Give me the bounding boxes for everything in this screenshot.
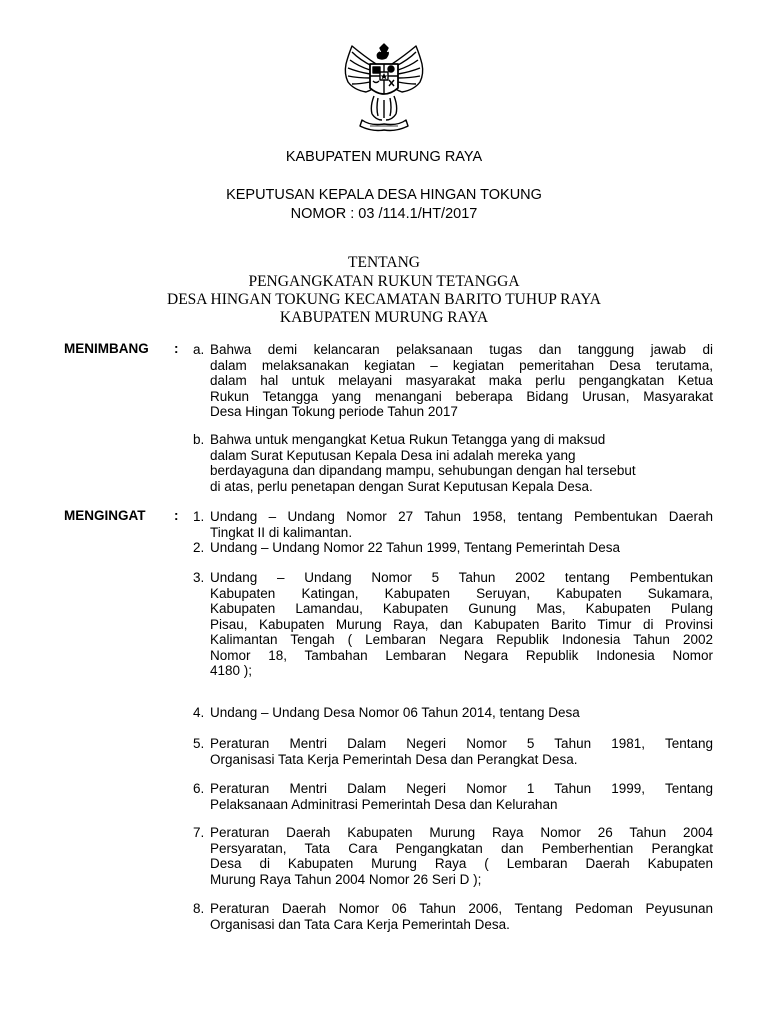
text-line: Peraturan Mentri Dalam Negeri Nomor 1 Tahun 1999, Tentang [210, 781, 713, 796]
text-line: Undang – Undang Nomor 5 Tahun 2002 tentang Pembentukan [210, 570, 713, 585]
text-line: Rukun Tetangga yang menangani beberapa Bidang Urusan, Masyarakat [210, 388, 713, 404]
text-line: Kabupaten Lamandau, Kabupaten Gunung Mas, Kabupaten Pulang [210, 601, 713, 616]
item-number: 1. [193, 509, 205, 524]
item-text [210, 825, 713, 887]
subject-line-2: DESA HINGAN TOKUNG KECAMATAN BARITO TUHUP RAYA [167, 291, 601, 308]
subject-line-1: PENGANGKATAN RUKUN TETANGGA [248, 273, 520, 290]
item-number: 4. [193, 705, 205, 720]
text-line: Desa di Kabupaten Murung Raya ( Lembaran Daerah Kabupaten [210, 856, 713, 871]
text-line: berdayaguna dan dipandang mampu, sehubungan dengan hal tersebut [210, 463, 636, 478]
text-line: dalam Surat Keputusan Kepala Desa ini adalah mereka yang [210, 447, 576, 463]
text-line: di atas, perlu penetapan dengan Surat Keputusan Kepala Desa. [210, 478, 593, 494]
menimbang-colon: : [174, 341, 179, 356]
mengingat-label: MENGINGAT [64, 508, 146, 523]
menimbang-label: MENIMBANG [64, 341, 149, 356]
text-line: Undang – Undang Desa Nomor 06 Tahun 2014, tentang Desa [210, 705, 580, 720]
text-line: Kabupaten Katingan, Kabupaten Seruyan, Kabupaten Sukamara, [210, 585, 713, 601]
regency-title: KABUPATEN MURUNG RAYA [285, 149, 483, 165]
text-line: Persyaratan, Tata Cara Pengangkatan dan Pemberhentian Perangkat [210, 840, 713, 856]
text-line: Bahwa untuk mengangkat Ketua Rukun Tetangga yang di maksud [210, 432, 606, 447]
decree-title: KEPUTUSAN KEPALA DESA HINGAN TOKUNG [226, 187, 542, 203]
text-line: Nomor 18, Tambahan Lembaran Negara Republik Indonesia Nomor [210, 647, 713, 663]
text-line: Undang – Undang Nomor 27 Tahun 1958, tentang Pembentukan Daerah [210, 509, 713, 524]
item-text [210, 781, 713, 812]
decree-number: NOMOR : 03 /114.1/HT/2017 [290, 206, 478, 222]
mengingat-colon: : [174, 508, 179, 523]
item-number: 7. [193, 825, 205, 840]
text-line: Peraturan Daerah Nomor 06 Tahun 2006, Tentang Pedoman Peyusunan [210, 901, 713, 916]
text-line: Tingkat II di kalimantan. [210, 524, 353, 540]
item-number: 5. [193, 736, 205, 751]
item-number: 6. [193, 781, 205, 796]
item-text [210, 705, 713, 721]
tentang-heading: TENTANG [348, 254, 420, 271]
item-number: 2. [193, 540, 205, 555]
garuda-emblem-icon [336, 42, 432, 134]
text-line: Murung Raya Tahun 2004 Nomor 26 Seri D ); [210, 871, 482, 887]
item-text [210, 432, 713, 494]
subject-line-3: KABUPATEN MURUNG RAYA [279, 309, 489, 326]
item-number: b. [193, 432, 205, 447]
item-text [210, 901, 713, 932]
text-line: Undang – Undang Nomor 22 Tahun 1999, Tentang Pemerintah Desa [210, 540, 621, 555]
text-line: Kalimantan Tengah ( Lembaran Negara Republik Indonesia Tahun 2002 [210, 632, 713, 647]
item-number: a. [193, 342, 205, 357]
item-text [210, 570, 713, 679]
text-line: Peraturan Daerah Kabupaten Murung Raya Nomor 26 Tahun 2004 [210, 825, 713, 840]
text-line: Peraturan Mentri Dalam Negeri Nomor 5 Tahun 1981, Tentang [210, 736, 713, 751]
text-line: Bahwa demi kelancaran pelaksanaan tugas dan tanggung jawab di [210, 342, 713, 357]
text-line: 4180 ); [210, 663, 253, 678]
item-text [210, 509, 713, 540]
item-text [210, 342, 713, 420]
item-number: 8. [193, 901, 205, 916]
text-line: Desa Hingan Tokung periode Tahun 2017 [210, 404, 458, 419]
item-number: 3. [193, 570, 205, 585]
text-line: dalam melaksanakan kegiatan – kegiatan pemeritahan Desa terutama, [210, 357, 713, 373]
text-line: Organisasi Tata Kerja Pemerintah Desa dan Perangkat Desa. [210, 751, 578, 767]
text-line: dalam hal untuk melayani masyarakat maka perlu pengangkatan Ketua [210, 373, 713, 388]
item-text [210, 540, 713, 556]
text-line: Organisasi dan Tata Cara Kerja Pemerintah Desa. [210, 916, 510, 932]
text-line: Pisau, Kabupaten Murung Raya, dan Kabupaten Barito Timur di Provinsi [210, 616, 713, 632]
item-text [210, 736, 713, 767]
text-line: Pelaksanaan Adminitrasi Pemerintah Desa dan Kelurahan [210, 796, 558, 812]
